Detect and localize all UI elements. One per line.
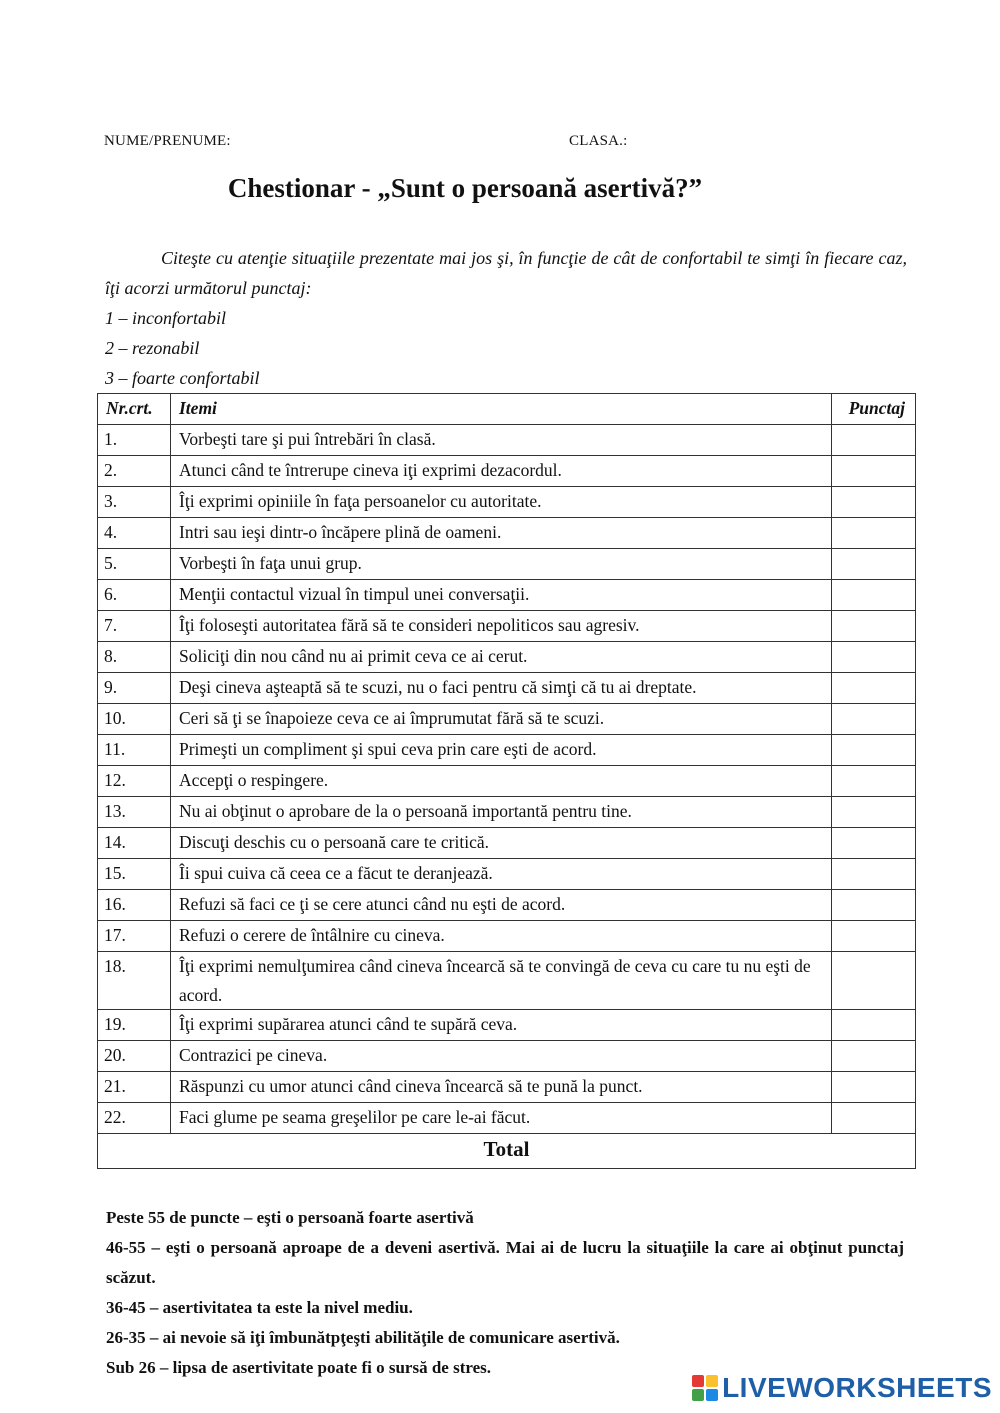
result-line: Peste 55 de puncte – eşti o persoană foarte asertivă [106, 1208, 474, 1227]
logo-square [692, 1389, 704, 1401]
table-row [98, 580, 916, 611]
row-item-text: Îi spui cuiva că ceea ce a făcut te deranjează. [171, 859, 832, 890]
row-number: 9. [98, 673, 171, 704]
result-line: 26-35 – ai nevoie să iţi îmbunătpţeşti abilităţile de comunicare asertivă. [106, 1328, 620, 1347]
row-item-text: Primeşti un compliment şi spui ceva prin care eşti de acord. [171, 735, 832, 766]
score-cell[interactable] [832, 673, 916, 704]
logo-square [706, 1375, 718, 1387]
score-cell[interactable] [832, 1072, 916, 1103]
scale-item-1: 1 – inconfortabil [105, 308, 226, 328]
score-cell[interactable] [832, 1010, 916, 1041]
table-row [98, 1072, 916, 1103]
row-item-text: Refuzi o cerere de întâlnire cu cineva. [171, 921, 832, 952]
row-number: 13. [98, 797, 171, 828]
instructions [105, 243, 907, 393]
name-label: NUME/PRENUME: [104, 133, 231, 149]
instructions-text: Citeşte cu atenţie situaţiile prezentate mai jos şi, în funcţie de cât de confortabil te simţi în fiecare caz, îţi acorzi următorul punctaj: [105, 248, 907, 298]
liveworksheets-logo [692, 1371, 992, 1405]
table-row [98, 518, 916, 549]
row-number: 14. [98, 828, 171, 859]
table-row [98, 890, 916, 921]
row-item-text: Atunci când te întrerupe cineva iţi exprimi dezacordul. [171, 456, 832, 487]
score-cell[interactable] [832, 425, 916, 456]
row-item-text: Refuzi să faci ce ţi se cere atunci când nu eşti de acord. [171, 890, 832, 921]
row-number: 16. [98, 890, 171, 921]
results-legend [106, 1203, 904, 1383]
logo-text: LIVEWORKSHEETS [722, 1372, 992, 1403]
table-row [98, 549, 916, 580]
table-row [98, 1010, 916, 1041]
score-cell[interactable] [832, 611, 916, 642]
row-number: 19. [98, 1010, 171, 1041]
row-number: 11. [98, 735, 171, 766]
score-cell[interactable] [832, 1103, 916, 1134]
table-row [98, 487, 916, 518]
table-row [98, 797, 916, 828]
row-number: 18. [98, 952, 171, 1010]
row-number: 22. [98, 1103, 171, 1134]
row-item-text: Îţi exprimi supărarea atunci când te supără ceva. [171, 1010, 832, 1041]
row-number: 6. [98, 580, 171, 611]
total-row [98, 1134, 916, 1169]
logo-mark-icon [692, 1375, 718, 1401]
table-row [98, 425, 916, 456]
row-number: 8. [98, 642, 171, 673]
class-label: CLASA.: [569, 133, 628, 149]
table-header-row [98, 394, 916, 425]
row-item-text: Deşi cineva aşteaptă să te scuzi, nu o faci pentru că simţi că tu ai dreptate. [171, 673, 832, 704]
row-number: 4. [98, 518, 171, 549]
table-row [98, 828, 916, 859]
scale-item-3: 3 – foarte confortabil [105, 368, 260, 388]
row-item-text: Menţii contactul vizual în timpul unei conversaţii. [171, 580, 832, 611]
score-cell[interactable] [832, 704, 916, 735]
row-item-text: Accepţi o respingere. [171, 766, 832, 797]
total-label: Total [98, 1134, 916, 1169]
row-item-text: Faci glume pe seama greşelilor pe care le-ai făcut. [171, 1103, 832, 1134]
header-nr: Nr.crt. [98, 394, 171, 425]
score-cell[interactable] [832, 487, 916, 518]
table-row [98, 456, 916, 487]
row-item-text: Discuţi deschis cu o persoană care te critică. [171, 828, 832, 859]
table-row [98, 735, 916, 766]
result-line: 36-45 – asertivitatea ta este la nivel mediu. [106, 1298, 413, 1317]
row-number: 17. [98, 921, 171, 952]
score-cell[interactable] [832, 921, 916, 952]
result-line: Sub 26 – lipsa de asertivitate poate fi o sursă de stres. [106, 1358, 492, 1377]
score-cell[interactable] [832, 828, 916, 859]
row-number: 2. [98, 456, 171, 487]
row-item-text: Îţi exprimi nemulţumirea când cineva încearcă să te convingă de ceva cu care tu nu eşti de acord. [171, 952, 832, 1010]
row-item-text: Ceri să ţi se înapoieze ceva ce ai împrumutat fără să te scuzi. [171, 704, 832, 735]
score-cell[interactable] [832, 518, 916, 549]
table-row [98, 611, 916, 642]
row-item-text: Răspunzi cu umor atunci când cineva încearcă să te pună la punct. [171, 1072, 832, 1103]
table-row [98, 952, 916, 1010]
table-row [98, 673, 916, 704]
row-number: 20. [98, 1041, 171, 1072]
row-item-text: Îţi foloseşti autoritatea fără să te consideri nepoliticos sau agresiv. [171, 611, 832, 642]
page-title: Chestionar - „Sunt o persoană asertivă?” [227, 173, 703, 203]
header-items: Itemi [171, 394, 832, 425]
table-row [98, 859, 916, 890]
row-number: 1. [98, 425, 171, 456]
table-row [98, 921, 916, 952]
questionnaire-table [97, 393, 916, 1169]
row-number: 5. [98, 549, 171, 580]
score-cell[interactable] [832, 766, 916, 797]
score-cell[interactable] [832, 580, 916, 611]
row-item-text: Îţi exprimi opiniile în faţa persoanelor cu autoritate. [171, 487, 832, 518]
score-cell[interactable] [832, 735, 916, 766]
row-item-text: Vorbeşti în faţa unui grup. [171, 549, 832, 580]
row-number: 12. [98, 766, 171, 797]
table-row [98, 766, 916, 797]
row-number: 7. [98, 611, 171, 642]
score-cell[interactable] [832, 1041, 916, 1072]
row-item-text: Contrazici pe cineva. [171, 1041, 832, 1072]
table-row [98, 1041, 916, 1072]
header-score: Punctaj [832, 394, 916, 425]
header-line [104, 133, 916, 150]
score-cell[interactable] [832, 952, 916, 1010]
row-number: 21. [98, 1072, 171, 1103]
row-number: 3. [98, 487, 171, 518]
score-cell[interactable] [832, 549, 916, 580]
result-line: 46-55 – eşti o persoană aproape de a deveni asertivă. Mai ai de lucru la situaţiile la care ai obţinut punctaj scăzut. [106, 1238, 904, 1287]
score-cell[interactable] [832, 890, 916, 921]
logo-square [706, 1389, 718, 1401]
score-cell[interactable] [832, 797, 916, 828]
row-number: 15. [98, 859, 171, 890]
scale-item-2: 2 – rezonabil [105, 338, 200, 358]
logo-square [692, 1375, 704, 1387]
row-item-text: Vorbeşti tare şi pui întrebări în clasă. [171, 425, 832, 456]
score-cell[interactable] [832, 456, 916, 487]
row-item-text: Soliciţi din nou când nu ai primit ceva ce ai cerut. [171, 642, 832, 673]
row-item-text: Nu ai obţinut o aprobare de la o persoană importantă pentru tine. [171, 797, 832, 828]
score-cell[interactable] [832, 859, 916, 890]
score-cell[interactable] [832, 642, 916, 673]
table-row [98, 1103, 916, 1134]
table-row [98, 642, 916, 673]
table-row [98, 704, 916, 735]
row-item-text: Intri sau ieşi dintr-o încăpere plină de oameni. [171, 518, 832, 549]
row-number: 10. [98, 704, 171, 735]
